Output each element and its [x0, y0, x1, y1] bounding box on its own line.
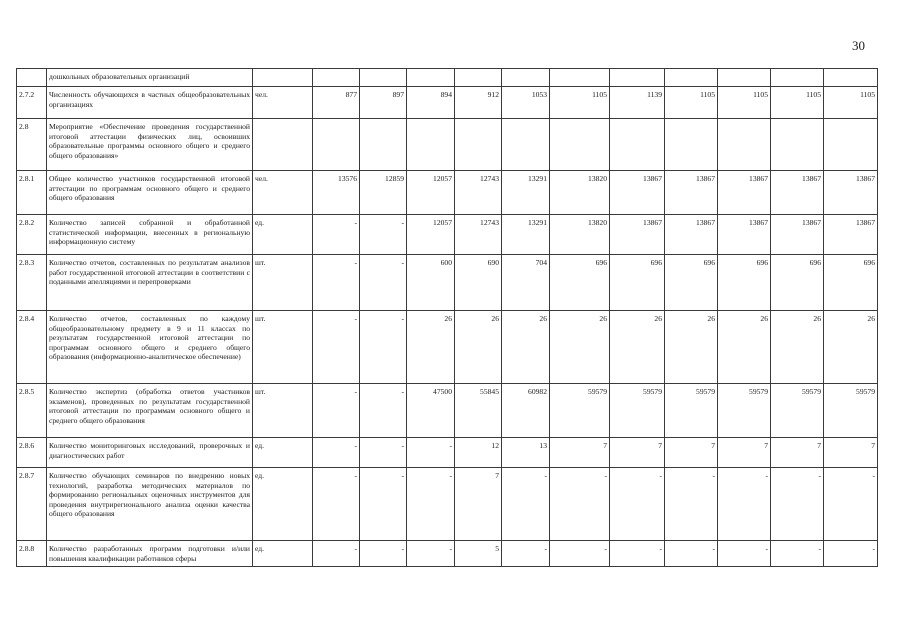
unit-cell: шт. [253, 384, 313, 438]
value-cell: 600 [407, 255, 455, 311]
value-cell: 26 [455, 311, 502, 384]
value-cell: - [771, 541, 824, 567]
value-cell [360, 119, 407, 171]
table-row [17, 171, 878, 215]
value-cell [771, 69, 824, 87]
value-cell: 7 [824, 438, 878, 468]
value-cell: - [665, 468, 718, 541]
row-number-cell: 2.8.8 [17, 541, 47, 567]
value-cell: 26 [550, 311, 610, 384]
value-cell: - [313, 468, 360, 541]
value-cell: 13867 [771, 171, 824, 215]
value-cell [407, 69, 455, 87]
indicator-description-cell: Количество разработанных программ подготовки и/или повышения квалификации работников сферы [47, 541, 253, 567]
value-cell: 13820 [550, 215, 610, 255]
value-cell: 7 [550, 438, 610, 468]
value-cell: 13867 [824, 171, 878, 215]
value-cell: - [771, 468, 824, 541]
value-cell: 894 [407, 87, 455, 119]
table-row [17, 311, 878, 384]
unit-cell: чел. [253, 171, 313, 215]
value-cell: - [360, 438, 407, 468]
value-cell: 1139 [610, 87, 665, 119]
value-cell: 696 [824, 255, 878, 311]
value-cell: - [407, 468, 455, 541]
value-cell: 26 [824, 311, 878, 384]
value-cell [610, 119, 665, 171]
value-cell: 13291 [502, 171, 550, 215]
value-cell: - [824, 468, 878, 541]
value-cell: 690 [455, 255, 502, 311]
unit-cell: чел. [253, 87, 313, 119]
unit-cell [253, 69, 313, 87]
value-cell: 13867 [771, 215, 824, 255]
row-number-cell: 2.8.5 [17, 384, 47, 438]
value-cell: 5 [455, 541, 502, 567]
value-cell: 1105 [718, 87, 771, 119]
value-cell: 1105 [771, 87, 824, 119]
value-cell: - [360, 468, 407, 541]
value-cell: 13867 [824, 215, 878, 255]
value-cell: - [718, 541, 771, 567]
value-cell: 1053 [502, 87, 550, 119]
value-cell [502, 119, 550, 171]
value-cell: 1105 [550, 87, 610, 119]
value-cell [550, 69, 610, 87]
value-cell: 26 [665, 311, 718, 384]
table-row [17, 468, 878, 541]
table-row [17, 541, 878, 567]
value-cell: 12057 [407, 171, 455, 215]
indicator-description-cell: Количество экспертиз (обработка ответов участников экзаменов), проведенных по результатам государственной итоговой аттестации по программам основного общего и среднего общего образования [47, 384, 253, 438]
value-cell: 26 [771, 311, 824, 384]
value-cell: - [313, 438, 360, 468]
value-cell: - [665, 541, 718, 567]
value-cell: 59579 [610, 384, 665, 438]
value-cell: 59579 [665, 384, 718, 438]
value-cell [718, 119, 771, 171]
value-cell: - [313, 215, 360, 255]
unit-cell: ед. [253, 438, 313, 468]
value-cell: 12 [455, 438, 502, 468]
value-cell: 12057 [407, 215, 455, 255]
value-cell: 60982 [502, 384, 550, 438]
value-cell: 13867 [610, 171, 665, 215]
row-number-cell: 2.8.3 [17, 255, 47, 311]
indicator-description-cell: Количество обучающих семинаров по внедрению новых технологий, разработка методических материалов по формированию региональных оценочных инструментов для проведения внутрирегионального анализа оценки качества общего образования [47, 468, 253, 541]
value-cell: - [610, 468, 665, 541]
value-cell: - [360, 311, 407, 384]
value-cell: - [550, 468, 610, 541]
value-cell: 877 [313, 87, 360, 119]
value-cell: 13820 [550, 171, 610, 215]
value-cell [455, 69, 502, 87]
value-cell: 55845 [455, 384, 502, 438]
value-cell: 13291 [502, 215, 550, 255]
value-cell: - [313, 384, 360, 438]
row-number-cell: 2.8.6 [17, 438, 47, 468]
value-cell: 7 [610, 438, 665, 468]
value-cell: 13 [502, 438, 550, 468]
value-cell: 7 [771, 438, 824, 468]
value-cell: 59579 [771, 384, 824, 438]
value-cell: - [718, 468, 771, 541]
indicator-description-cell: Общее количество участников государственной итоговой аттестации по программам основного общего и среднего общего образования [47, 171, 253, 215]
unit-cell [253, 119, 313, 171]
value-cell [407, 119, 455, 171]
table-row [17, 255, 878, 311]
row-number-cell: 2.7.2 [17, 87, 47, 119]
value-cell: - [502, 468, 550, 541]
table-row [17, 87, 878, 119]
value-cell: 13576 [313, 171, 360, 215]
value-cell: 12743 [455, 215, 502, 255]
value-cell: 696 [718, 255, 771, 311]
value-cell [824, 119, 878, 171]
indicator-description-cell: Количество отчетов, составленных по каждому общеобразовательному предмету в 9 и 11 классах по результатам государственной итоговой аттестации по программам основного общего и среднего общего образования (информационно-аналитическое обеспечение) [47, 311, 253, 384]
value-cell: 13867 [718, 215, 771, 255]
value-cell: 1105 [665, 87, 718, 119]
value-cell: 912 [455, 87, 502, 119]
table-row [17, 438, 878, 468]
value-cell: 696 [665, 255, 718, 311]
value-cell: - [360, 255, 407, 311]
value-cell: 7 [718, 438, 771, 468]
value-cell: 13867 [610, 215, 665, 255]
row-number-cell [17, 69, 47, 87]
value-cell: 696 [771, 255, 824, 311]
value-cell [313, 119, 360, 171]
value-cell: - [360, 215, 407, 255]
value-cell [360, 69, 407, 87]
row-number-cell: 2.8 [17, 119, 47, 171]
value-cell: - [610, 541, 665, 567]
value-cell: - [502, 541, 550, 567]
value-cell: 696 [550, 255, 610, 311]
value-cell: 59579 [550, 384, 610, 438]
value-cell: - [407, 541, 455, 567]
value-cell: 13867 [718, 171, 771, 215]
table-row [17, 215, 878, 255]
row-number-cell: 2.8.4 [17, 311, 47, 384]
value-cell: 26 [407, 311, 455, 384]
indicator-description-cell: Количество записей собранной и обработанной статистической информации, внесенных в региональную информационную систему [47, 215, 253, 255]
value-cell: 26 [610, 311, 665, 384]
row-number-cell: 2.8.1 [17, 171, 47, 215]
value-cell [502, 69, 550, 87]
value-cell: 13867 [665, 171, 718, 215]
value-cell: 47500 [407, 384, 455, 438]
value-cell [665, 119, 718, 171]
page-number: 30 [852, 38, 865, 53]
unit-cell: ед. [253, 468, 313, 541]
value-cell [550, 119, 610, 171]
unit-cell: ед. [253, 215, 313, 255]
value-cell: 12859 [360, 171, 407, 215]
value-cell: 26 [718, 311, 771, 384]
value-cell [610, 69, 665, 87]
value-cell [455, 119, 502, 171]
value-cell: 13867 [665, 215, 718, 255]
value-cell: - [360, 384, 407, 438]
indicator-description-cell: Мероприятие «Обеспечение проведения государственной итоговой аттестации физических лиц, освоивших образовательные программы основного общего и среднего общего образования» [47, 119, 253, 171]
table-body [17, 69, 878, 567]
value-cell: - [313, 311, 360, 384]
table-row [17, 69, 878, 87]
unit-cell: ед. [253, 541, 313, 567]
value-cell: - [360, 541, 407, 567]
value-cell: 26 [502, 311, 550, 384]
value-cell: - [313, 541, 360, 567]
value-cell [718, 69, 771, 87]
indicator-description-cell: Количество отчетов, составленных по результатам анализов работ государственной итоговой аттестации в соответствии с поданными апелляциями и перепроверками [47, 255, 253, 311]
value-cell: 7 [455, 468, 502, 541]
value-cell: 1105 [824, 87, 878, 119]
row-number-cell: 2.8.7 [17, 468, 47, 541]
unit-cell: шт. [253, 255, 313, 311]
value-cell: - [824, 541, 878, 567]
value-cell: - [313, 255, 360, 311]
indicator-description-cell: Численность обучающихся в частных общеобразовательных организациях [47, 87, 253, 119]
value-cell: - [550, 541, 610, 567]
table-row [17, 119, 878, 171]
value-cell [771, 119, 824, 171]
row-number-cell: 2.8.2 [17, 215, 47, 255]
value-cell: 696 [610, 255, 665, 311]
table-row [17, 384, 878, 438]
value-cell: 12743 [455, 171, 502, 215]
value-cell: 704 [502, 255, 550, 311]
value-cell: 59579 [824, 384, 878, 438]
value-cell [313, 69, 360, 87]
value-cell [824, 69, 878, 87]
value-cell: 7 [665, 438, 718, 468]
value-cell: 59579 [718, 384, 771, 438]
unit-cell: шт. [253, 311, 313, 384]
value-cell: - [407, 438, 455, 468]
indicators-table [16, 68, 878, 567]
indicator-description-cell: дошкольных образовательных организаций [47, 69, 253, 87]
value-cell: 897 [360, 87, 407, 119]
value-cell [665, 69, 718, 87]
indicator-description-cell: Количество мониторинговых исследований, проверочных и диагностических работ [47, 438, 253, 468]
